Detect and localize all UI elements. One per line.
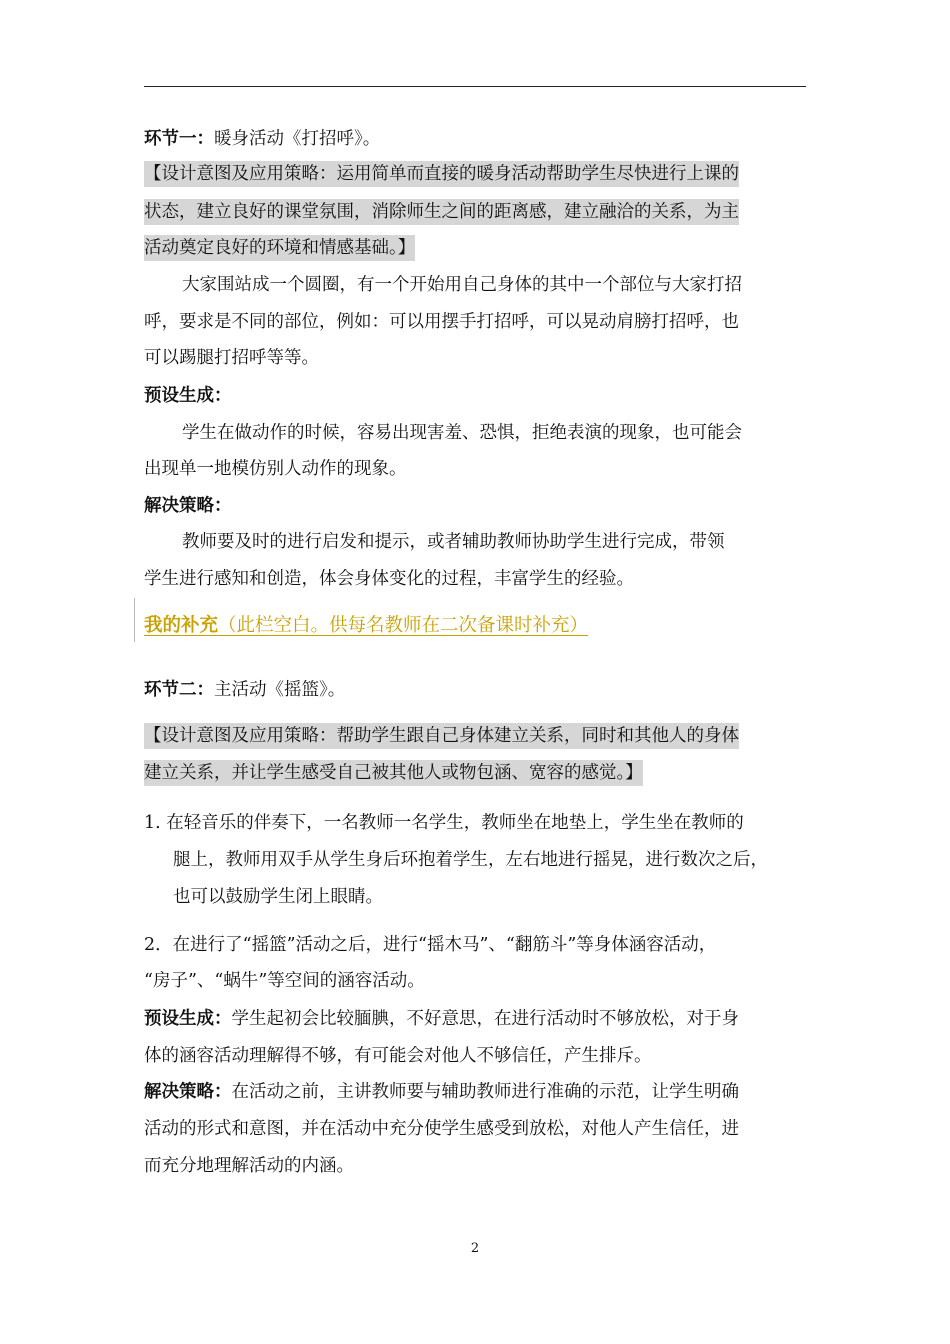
- section2-strategy-line: 而充分地理解活动的内涵。: [144, 1156, 354, 1176]
- section1-strategy-line: 教师要及时的进行启发和提示，或者辅助教师协助学生进行完成，带领: [182, 532, 725, 552]
- header-rule: [144, 86, 806, 87]
- section1-heading: [144, 128, 380, 150]
- section2-item1-line: 腿上，教师用双手从学生身后环抱着学生，左右地进行摇晃，进行数次之后，: [173, 850, 768, 870]
- section1-intent-line: 【设计意图及应用策略：运用简单而直接的暖身活动帮助学生尽快进行上课的: [144, 163, 739, 185]
- supplement-label: 我的补充: [144, 615, 219, 636]
- section1-intent-line: 活动奠定良好的环境和情感基础。】: [144, 237, 415, 259]
- supplement-marker: [134, 598, 135, 642]
- section2-intent-line: 建立关系，并让学生感受自己被其他人或物包涵、宽容的感觉。】: [144, 762, 643, 784]
- section2-strategy-line: 解决策略：在活动之前，主讲教师要与辅助教师进行准确的示范，让学生明确: [144, 1082, 739, 1102]
- supplement-text: （此栏空白。供每名教师在二次备课时补充）: [218, 615, 589, 636]
- section2-item1-line: 也可以鼓励学生闭上眼睛。: [173, 887, 383, 907]
- section1-heading-label: 环节一：: [144, 129, 214, 149]
- page-number: 2: [470, 1241, 480, 1256]
- section1-body-line: 可以踢腿打招呼等等。: [144, 348, 319, 368]
- section1-strategy-label: 解决策略：: [144, 496, 232, 516]
- section2-item2-line: 2．在进行了“摇篮”活动之后，进行“摇木马”、“翻筋斗”等身体涵容活动，: [144, 935, 717, 955]
- supplement-line: [144, 615, 588, 637]
- section1-body-line: 大家围站成一个圆圈，有一个开始用自己身体的其中一个部位与大家打招: [182, 275, 742, 295]
- section1-intent-line: 状态，建立良好的课堂氛围，消除师生之间的距离感，建立融洽的关系，为主: [144, 201, 739, 223]
- section2-intent-line: 【设计意图及应用策略：帮助学生跟自己身体建立关系，同时和其他人的身体: [144, 725, 739, 747]
- section2-heading-text: 主活动《摇篮》。: [214, 680, 346, 700]
- section1-heading-text: 暖身活动《打招呼》。: [214, 129, 381, 149]
- section1-body-line: 呼，要求是不同的部位，例如：可以用摆手打招呼，可以晃动肩膀打招呼，也: [144, 312, 739, 332]
- section2-preset-label: 预设生成：: [144, 1009, 232, 1029]
- section2-preset-line: 预设生成：学生起初会比较腼腆，不好意思，在进行活动时不够放松，对于身: [144, 1009, 739, 1029]
- section1-preset-label: 预设生成：: [144, 386, 232, 406]
- section2-preset-line: 体的涵容活动理解得不够，有可能会对他人不够信任，产生排斥。: [144, 1046, 652, 1066]
- section2-heading-label: 环节二：: [144, 680, 214, 700]
- section1-preset-line: 出现单一地模仿别人动作的现象。: [144, 459, 407, 479]
- section2-strategy-label: 解决策略：: [144, 1082, 232, 1102]
- section1-strategy-line: 学生进行感知和创造，体会身体变化的过程，丰富学生的经验。: [144, 569, 634, 589]
- section2-strategy-line: 活动的形式和意图，并在活动中充分使学生感受到放松，对他人产生信任，进: [144, 1119, 739, 1139]
- section2-item1-line: 1. 在轻音乐的伴奏下，一名教师一名学生，教师坐在地垫上，学生坐在教师的: [144, 813, 744, 833]
- section2-heading: [144, 679, 345, 701]
- section2-item2-line: “房子”、“蜗牛”等空间的涵容活动。: [144, 971, 425, 991]
- section1-preset-line: 学生在做动作的时候，容易出现害羞、恐惧，拒绝表演的现象，也可能会: [182, 423, 742, 443]
